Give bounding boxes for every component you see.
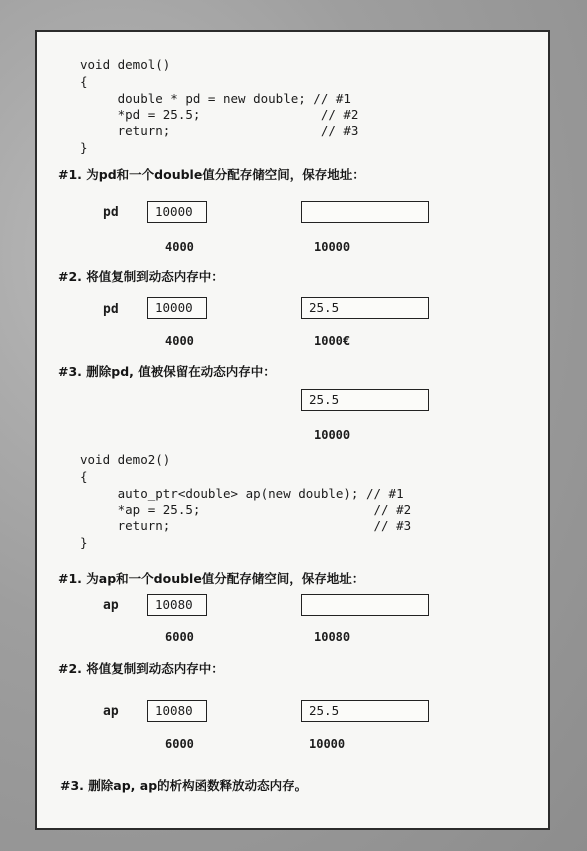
pointer-label: ap (103, 598, 119, 613)
code-line: auto_ptr<double> ap(new double); // #1 (80, 486, 404, 501)
pointer-address: 6000 (165, 737, 194, 751)
pointer-label: pd (103, 205, 119, 220)
code-line: void demo2() (80, 452, 171, 467)
heap-memory-box (301, 594, 429, 616)
pointer-memory-box: 10000 (147, 297, 207, 319)
step-heading: #3. 删除pd, 值被保留在动态内存中： (58, 364, 276, 379)
heap-address: 10000 (309, 737, 346, 751)
heap-address: 1000€ (314, 334, 351, 348)
code-line: { (80, 74, 88, 89)
code-line: } (80, 535, 88, 550)
pointer-label: ap (103, 704, 119, 719)
step-heading: #1. 为pd和一个double值分配存储空间，保存地址： (58, 167, 365, 182)
pointer-address: 4000 (165, 334, 194, 348)
code-line: double * pd = new double; // #1 (80, 91, 351, 106)
code-line: { (80, 469, 88, 484)
pointer-memory-box: 10080 (147, 594, 207, 616)
code-line: *ap = 25.5; // #2 (80, 502, 412, 517)
heap-memory-box: 25.5 (301, 700, 429, 722)
pointer-memory-box: 10000 (147, 201, 207, 223)
pointer-label: pd (103, 302, 119, 317)
code-line: *pd = 25.5; // #2 (80, 107, 359, 122)
pointer-address: 4000 (165, 240, 194, 254)
step-heading: #1. 为ap和一个double值分配存储空间，保存地址： (58, 571, 365, 586)
code-line: return; // #3 (80, 518, 412, 533)
heap-address: 10000 (314, 428, 351, 442)
heap-address: 10080 (314, 630, 351, 644)
pointer-memory-box: 10080 (147, 700, 207, 722)
heap-address: 10000 (314, 240, 351, 254)
code-line: return; // #3 (80, 123, 359, 138)
step-heading: #2. 将值复制到动态内存中： (58, 661, 224, 676)
code-line: } (80, 140, 88, 155)
step-heading: #2. 将值复制到动态内存中： (58, 269, 224, 284)
pointer-address: 6000 (165, 630, 194, 644)
heap-memory-box: 25.5 (301, 389, 429, 411)
heap-memory-box (301, 201, 429, 223)
heap-memory-box: 25.5 (301, 297, 429, 319)
step-heading: #3. 删除ap, ap的析构函数释放动态内存。 (60, 778, 308, 793)
code-line: void demol() (80, 57, 171, 72)
